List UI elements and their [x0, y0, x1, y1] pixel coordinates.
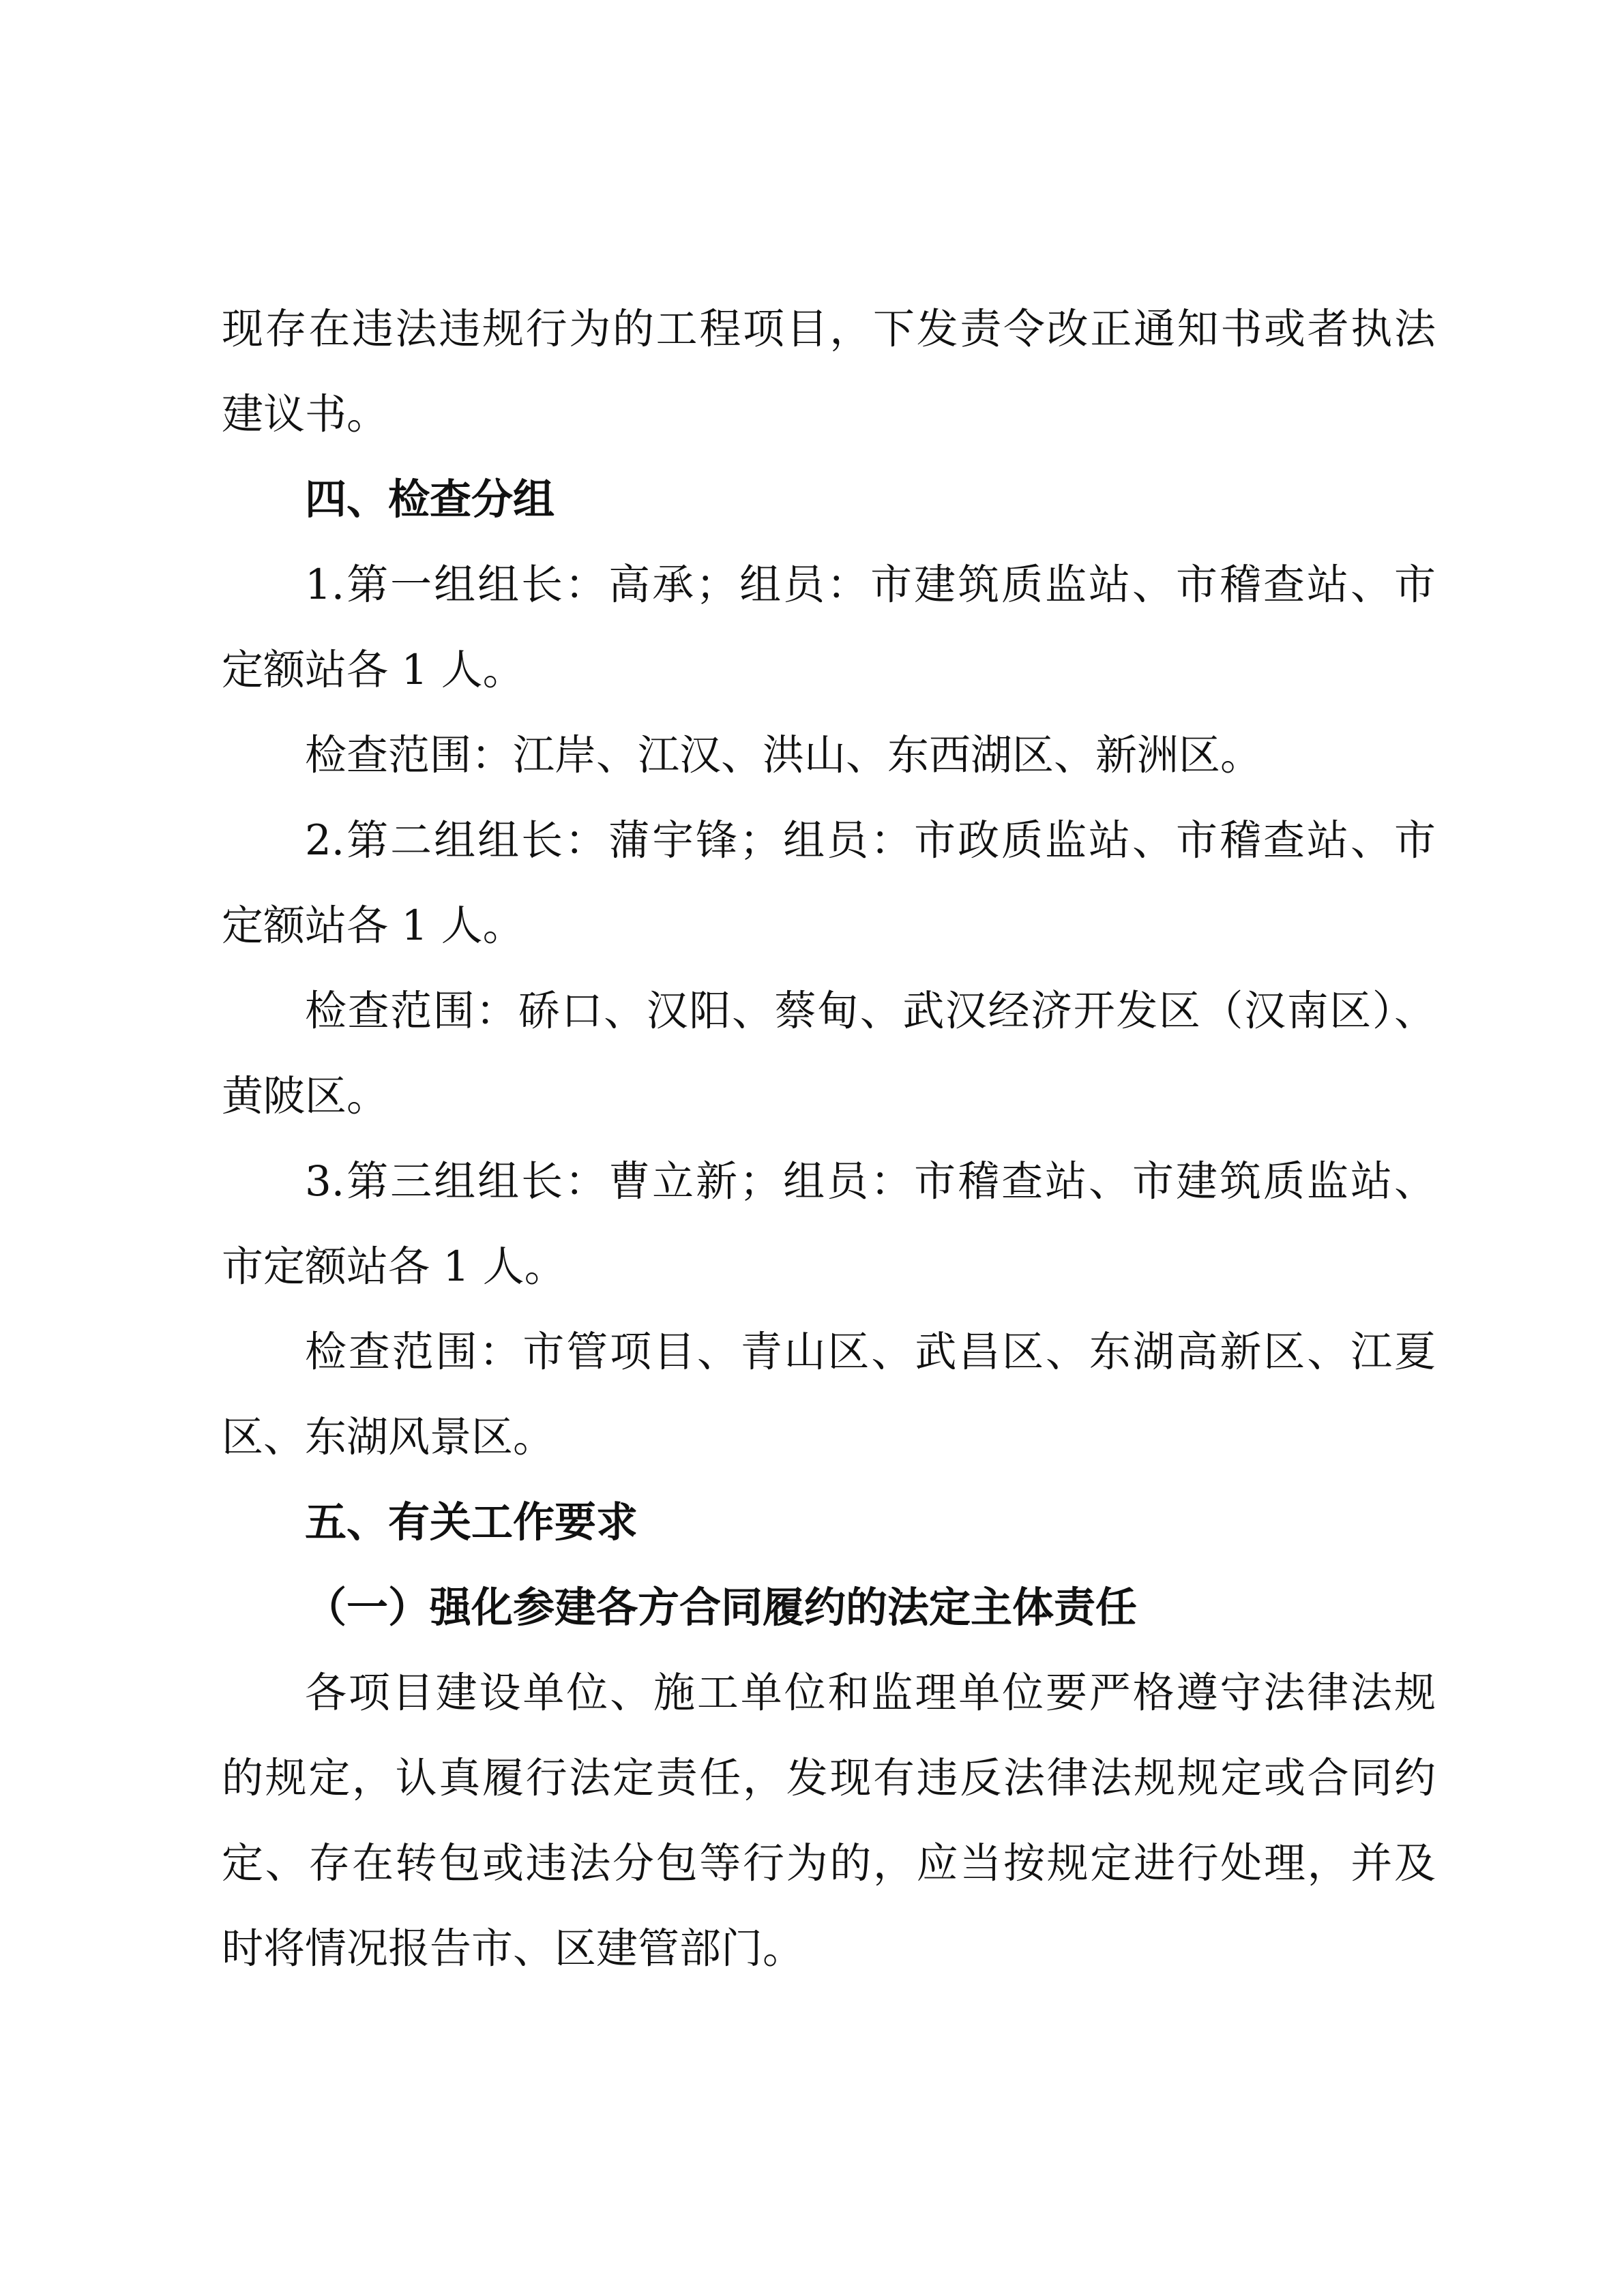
section-heading-5: 五、有关工作要求: [305, 1498, 638, 1547]
paragraph-line-1: 现存在违法违规行为的工程项目，下发责令改正通知书或者执法: [222, 305, 1436, 353]
group-2-scope-continued: 黄陂区。: [222, 1072, 389, 1120]
group-3-scope-line: 检查范围：市管项目、青山区、武昌区、东湖高新区、江夏: [305, 1328, 1436, 1376]
section-heading-4: 四、检查分组: [305, 475, 555, 524]
group-2-scope-line: 检查范围：硚口、汉阳、蔡甸、武汉经济开发区（汉南区）、: [305, 987, 1436, 1035]
group-2-leader-line: 2.第二组组长：蒲宇锋；组员：市政质监站、市稽查站、市: [305, 816, 1436, 865]
group-3-scope-continued: 区、东湖风景区。: [222, 1413, 555, 1461]
requirement-paragraph-line-3: 定、存在转包或违法分包等行为的，应当按规定进行处理，并及: [222, 1839, 1436, 1888]
paragraph-line-2: 建议书。: [222, 390, 389, 438]
requirement-paragraph-line-4: 时将情况报告市、区建管部门。: [222, 1924, 805, 1973]
group-1-members-line: 定额站各 1 人。: [222, 646, 525, 694]
group-3-leader-line: 3.第三组组长：曹立新；组员：市稽查站、市建筑质监站、: [305, 1157, 1436, 1206]
group-1-scope-line: 检查范围：江岸、江汉、洪山、东西湖区、新洲区。: [305, 731, 1263, 779]
group-1-leader-line: 1.第一组组长：高承；组员：市建筑质监站、市稽查站、市: [305, 561, 1436, 609]
group-2-members-line: 定额站各 1 人。: [222, 901, 525, 950]
requirement-paragraph-line-1: 各项目建设单位、施工单位和监理单位要严格遵守法律法规: [305, 1669, 1436, 1717]
requirement-paragraph-line-2: 的规定，认真履行法定责任，发现有违反法律法规规定或合同约: [222, 1754, 1436, 1802]
group-3-members-line: 市定额站各 1 人。: [222, 1242, 566, 1291]
subsection-heading-1: （一）强化参建各方合同履约的法定主体责任: [305, 1583, 1138, 1632]
